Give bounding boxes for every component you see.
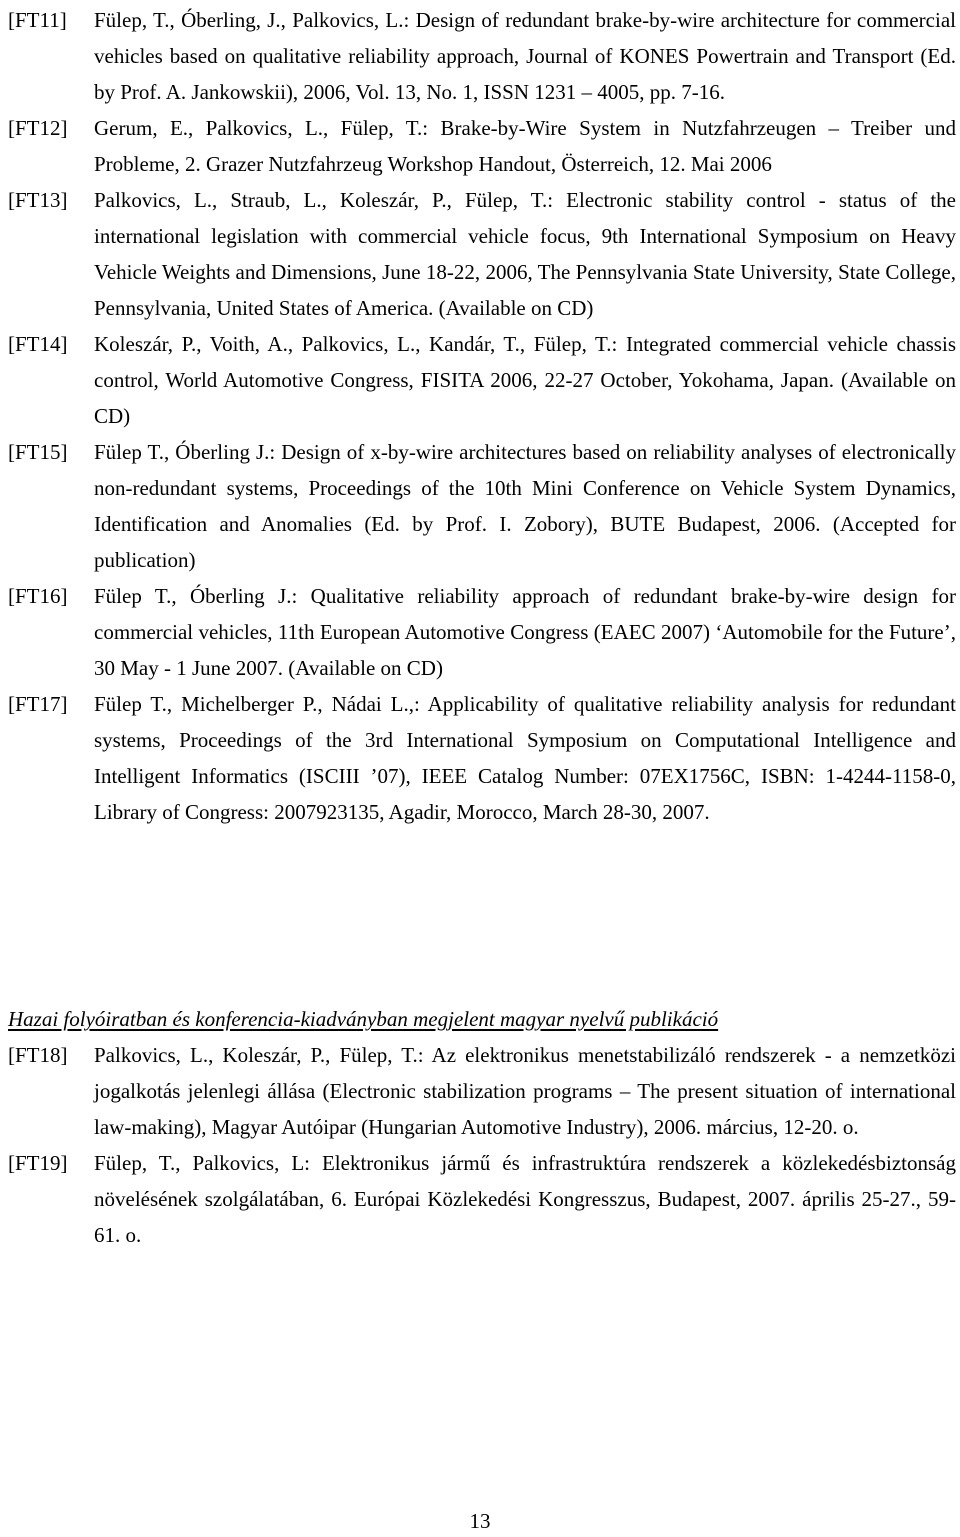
reference-label: [FT17] — [8, 692, 68, 716]
reference-label: [FT15] — [8, 440, 68, 464]
reference-entry — [8, 326, 956, 434]
page-number: 13 — [469, 1509, 491, 1533]
reference-label: [FT14] — [8, 332, 68, 356]
reference-label: [FT18] — [8, 1043, 68, 1067]
reference-list-international — [8, 2, 956, 830]
reference-label: [FT12] — [8, 116, 68, 140]
section-heading: Hazai folyóiratban és konferencia-kiadványban megjelent magyar nyelvű publikáció — [8, 1007, 719, 1031]
reference-entry — [8, 686, 956, 830]
reference-label: [FT19] — [8, 1151, 68, 1175]
reference-text: Palkovics, L., Straub, L., Koleszár, P., Fülep, T.: Electronic stability control - status of the international legislation with commercial vehicle focus, 9th International Symposium on Heavy Vehicle Weights and Dimensions, June 18-22, 2006, The Pennsylvania State University, State College, Pennsylvania, United States of America. (Available on CD) — [94, 188, 956, 320]
reference-label: [FT11] — [8, 8, 67, 32]
reference-entry — [8, 1037, 956, 1145]
reference-text: Fülep, T., Óberling, J., Palkovics, L.: Design of redundant brake-by-wire architecture for commercial vehicles based on qualitative reliability approach, Journal of KONES Powertrain and Transport (Ed. by Prof. A. Jankowskii), 2006, Vol. 13, No. 1, ISSN 1231 – 4005, pp. 7-16. — [94, 8, 956, 104]
reference-entry — [8, 182, 956, 326]
reference-text: Fülep T., Óberling J.: Design of x-by-wire architectures based on reliability analyses of electronically non-redundant systems, Proceedings of the 10th Mini Conference on Vehicle System Dynamics, Identification and Anomalies (Ed. by Prof. I. Zobory), BUTE Budapest, 2006. (Accepted for publication) — [94, 440, 956, 572]
reference-label: [FT13] — [8, 188, 68, 212]
reference-label: [FT16] — [8, 584, 68, 608]
reference-entry — [8, 1145, 956, 1253]
reference-text: Fülep T., Michelberger P., Nádai L.,: Applicability of qualitative reliability analysis for redundant systems, Proceedings of the 3rd International Symposium on Computational Intelligence and Intelligent Informatics (ISCIII ’07), IEEE Catalog Number: 07EX1756C, ISBN: 1-4244-1158-0, Library of Congress: 2007923135, Agadir, Morocco, March 28-30, 2007. — [94, 692, 956, 824]
reference-entry — [8, 578, 956, 686]
reference-text: Koleszár, P., Voith, A., Palkovics, L., Kandár, T., Fülep, T.: Integrated commercial vehicle chassis control, World Automotive Congress, FISITA 2006, 22-27 October, Yokohama, Japan. (Available on CD) — [94, 332, 956, 428]
reference-text: Fülep T., Óberling J.: Qualitative reliability approach of redundant brake-by-wire design for commercial vehicles, 11th European Automotive Congress (EAEC 2007) ‘Automobile for the Future’, 30 May - 1 June 2007. (Available on CD) — [94, 584, 956, 680]
reference-text: Gerum, E., Palkovics, L., Fülep, T.: Brake-by-Wire System in Nutzfahrzeugen – Treiber und Probleme, 2. Grazer Nutzfahrzeug Workshop Handout, Österreich, 12. Mai 2006 — [94, 116, 956, 176]
reference-entry — [8, 434, 956, 578]
reference-text: Palkovics, L., Koleszár, P., Fülep, T.: Az elektronikus menetstabilizáló rendszerek - a nemzetközi jogalkotás jelenlegi állása (Electronic stabilization programs – The present situation of international law-making), Magyar Autóipar (Hungarian Automotive Industry), 2006. március, 12-20. o. — [94, 1043, 956, 1139]
reference-entry — [8, 2, 956, 110]
reference-text: Fülep, T., Palkovics, L: Elektronikus jármű és infrastruktúra rendszerek a közlekedésbiztonság növelésének szolgálatában, 6. Európai Közlekedési Kongresszus, Budapest, 2007. április 25-27., 59-61. o. — [94, 1151, 956, 1247]
reference-entry — [8, 110, 956, 182]
reference-list-domestic — [8, 1037, 956, 1253]
